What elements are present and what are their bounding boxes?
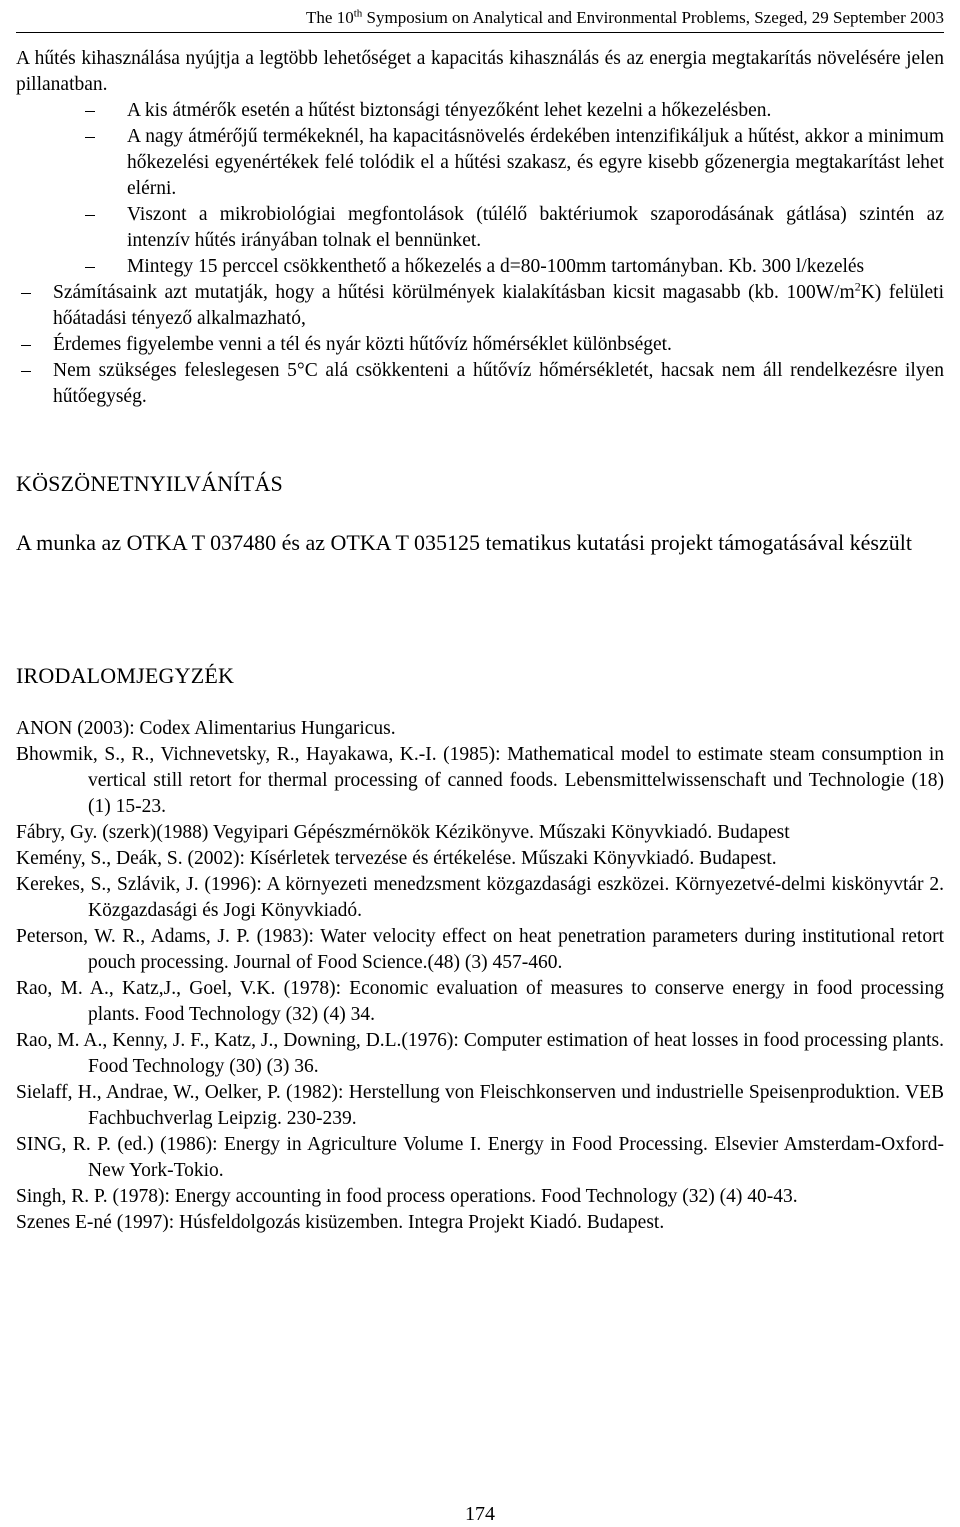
reference-item: Kemény, S., Deák, S. (2002): Kísérletek tervezése és értékelése. Műszaki Könyvkiadó. Budapest. xyxy=(16,848,777,869)
reference-item: Peterson, W. R., Adams, J. P. (1983): Water velocity effect on heat penetration parameters during institutional retort pouch processing. Journal of Food Science.(48) (3) 457-460. xyxy=(16,926,944,973)
running-header: The 10th Symposium on Analytical and Environmental Problems, Szeged, 29 September 2003 xyxy=(306,7,944,27)
header-rule xyxy=(16,32,944,33)
reference-item: ANON (2003): Codex Alimentarius Hungaricus. xyxy=(16,718,396,739)
list-item: – Viszont a mikrobiológiai megfontolások (túlélő baktériumok szaporodásának gátlása) szintén az intenzív hűtés irányában tolnak el bennünket. xyxy=(85,204,944,251)
conclusion-bullet-list xyxy=(16,280,944,410)
reference-item: Kerekes, S., Szlávik, J. (1996): A környezeti menedzsment közgazdasági eszközei. Környezetvé-delmi kiskönyvtár 2. Közgazdasági és Jogi Könyvkiadó. xyxy=(16,874,944,921)
reference-item: Singh, R. P. (1978): Energy accounting in food process operations. Food Technology (32) (4) 40-43. xyxy=(16,1186,798,1207)
list-item: – Számításaink azt mutatják, hogy a hűtési körülmények kialakításban kicsit magasabb (kb. $100W/m^2K$) felületi hőátadási tényező alkalmazható, xyxy=(21,279,944,329)
list-item: – Mintegy 15 perccel csökkenthető a hőkezelés a d=80-100mm tartományban. Kb. 300 l/kezelés xyxy=(85,256,865,277)
list-item: – Érdemes figyelembe venni a tél és nyár közti hűtővíz hőmérséklet különbséget. xyxy=(21,334,672,355)
list-item: – A nagy átmérőjű termékeknél, ha kapacitásnövelés érdekében intenzifikáljuk a hűtést, akkor a minimum hőkezelési egyenértékek felé tolódik el a hűtési szakasz, és egyre kisebb gőzenergia megtakarítást lehet elérni. xyxy=(85,126,944,199)
acknowledgement-text: A munka az OTKA T 037480 és az OTKA T 035125 tematikus kutatási projekt támogatásával készült xyxy=(16,530,912,555)
reference-list xyxy=(16,716,944,1236)
reference-item: Rao, M. A., Kenny, J. F., Katz, J., Downing, D.L.(1976): Computer estimation of heat losses in food processing plants. Food Technology (30) (3) 36. xyxy=(16,1030,944,1077)
sub-bullet-list xyxy=(16,98,944,280)
page-number: 174 xyxy=(465,1503,495,1525)
reference-item: Rao, M. A., Katz,J., Goel, V.K. (1978): Economic evaluation of measures to conserve energy in food processing plants. Food Technology (32) (4) 34. xyxy=(16,978,944,1025)
reference-item: Sielaff, H., Andrae, W., Oelker, P. (1982): Herstellung von Fleischkonserven und industrielle Speisenproduktion. VEB Fachbuchverlag Leipzig. 230-239. xyxy=(16,1082,944,1129)
list-item: – Nem szükséges feleslegesen 5°C alá csökkenteni a hűtővíz hőmérsékletét, hacsak nem áll rendelkezésre ilyen hűtőegység. xyxy=(21,360,944,407)
list-item: – A kis átmérők esetén a hűtést biztonsági tényezőként lehet kezelni a hőkezelésben. xyxy=(85,100,772,121)
reference-item: Bhowmik, S., R., Vichnevetsky, R., Hayakawa, K.-I. (1985): Mathematical model to estimate steam consumption in vertical still retort for thermal processing of canned foods. Lebensmittelwissenschaft und Technologie (18) (1) 15-23. xyxy=(16,744,944,817)
references-title: IRODALOMJEGYZÉK xyxy=(16,663,235,688)
page-body xyxy=(16,46,944,1233)
reference-item: Fábry, Gy. (szerk)(1988) Vegyipari Gépészmérnökök Kézikönyve. Műszaki Könyvkiadó. Budapest xyxy=(16,822,790,843)
intro-paragraph: A hűtés kihasználása nyújtja a legtöbb lehetőséget a kapacitás kihasználás és az energia megtakarítás növelésére jelen pillanatban. xyxy=(16,48,944,95)
acknowledgement-title: KÖSZÖNETNYILVÁNÍTÁS xyxy=(16,471,283,496)
reference-item: Szenes E-né (1997): Húsfeldolgozás kisüzemben. Integra Projekt Kiadó. Budapest. xyxy=(16,1212,665,1233)
reference-item: SING, R. P. (ed.) (1986): Energy in Agriculture Volume I. Energy in Food Processing. Elsevier Amsterdam-Oxford-New York-Tokio. xyxy=(16,1134,944,1181)
